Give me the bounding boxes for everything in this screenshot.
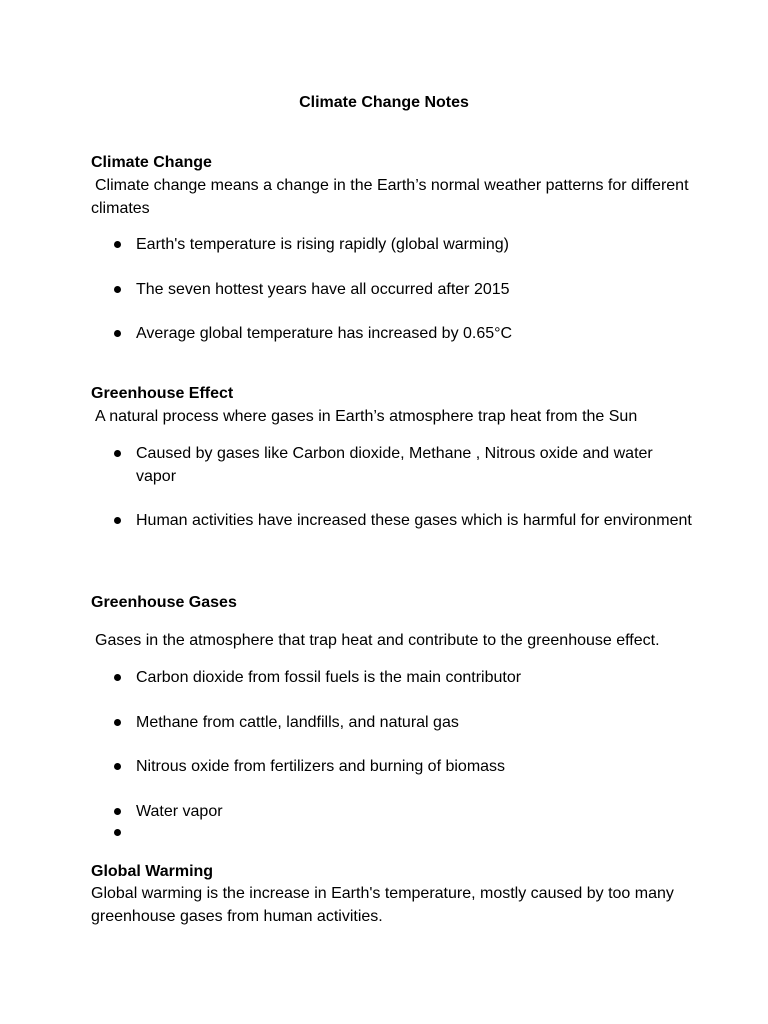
section-heading-greenhouse-gases: Greenhouse Gases bbox=[91, 594, 237, 611]
list-item: Water vapor bbox=[136, 803, 223, 820]
bullet-dot bbox=[114, 763, 121, 770]
page-title: Climate Change Notes bbox=[299, 94, 469, 111]
list-item: Average global temperature has increased by 0.65°C bbox=[136, 325, 513, 342]
list-item: Nitrous oxide from fertilizers and burning of biomass bbox=[136, 758, 506, 775]
bullet-dot bbox=[114, 674, 121, 681]
bullet-dot bbox=[114, 517, 121, 524]
list-item: Methane from cattle, landfills, and natural gas bbox=[136, 714, 459, 731]
bullet-dot bbox=[114, 829, 121, 836]
bullet-dot bbox=[114, 241, 121, 248]
list-item: Earth's temperature is rising rapidly (global warming) bbox=[136, 236, 509, 253]
section-intro-global-warming: Global warming is the increase in Earth's temperature, mostly caused by too many greenhouse gases from human activities. bbox=[91, 885, 674, 925]
section-intro-greenhouse-gases: Gases in the atmosphere that trap heat and contribute to the greenhouse effect. bbox=[95, 632, 660, 649]
section-heading-greenhouse-effect: Greenhouse Effect bbox=[91, 385, 234, 402]
list-item: Caused by gases like Carbon dioxide, Methane , Nitrous oxide and water vapor bbox=[136, 445, 653, 485]
bullet-dot bbox=[114, 286, 121, 293]
bullet-dot bbox=[114, 719, 121, 726]
bullet-dot bbox=[114, 330, 121, 337]
list-item: Human activities have increased these gases which is harmful for environment bbox=[136, 512, 692, 529]
bullet-dot bbox=[114, 450, 121, 457]
list-item: Carbon dioxide from fossil fuels is the main contributor bbox=[136, 669, 522, 686]
list-item: The seven hottest years have all occurred after 2015 bbox=[136, 281, 510, 298]
section-heading-global-warming: Global Warming bbox=[91, 863, 214, 880]
section-intro-climate-change: Climate change means a change in the Earth’s normal weather patterns for different climates bbox=[91, 177, 689, 217]
bullet-dot bbox=[114, 808, 121, 815]
section-heading-climate-change: Climate Change bbox=[91, 154, 212, 171]
section-intro-greenhouse-effect: A natural process where gases in Earth’s atmosphere trap heat from the Sun bbox=[95, 408, 638, 425]
